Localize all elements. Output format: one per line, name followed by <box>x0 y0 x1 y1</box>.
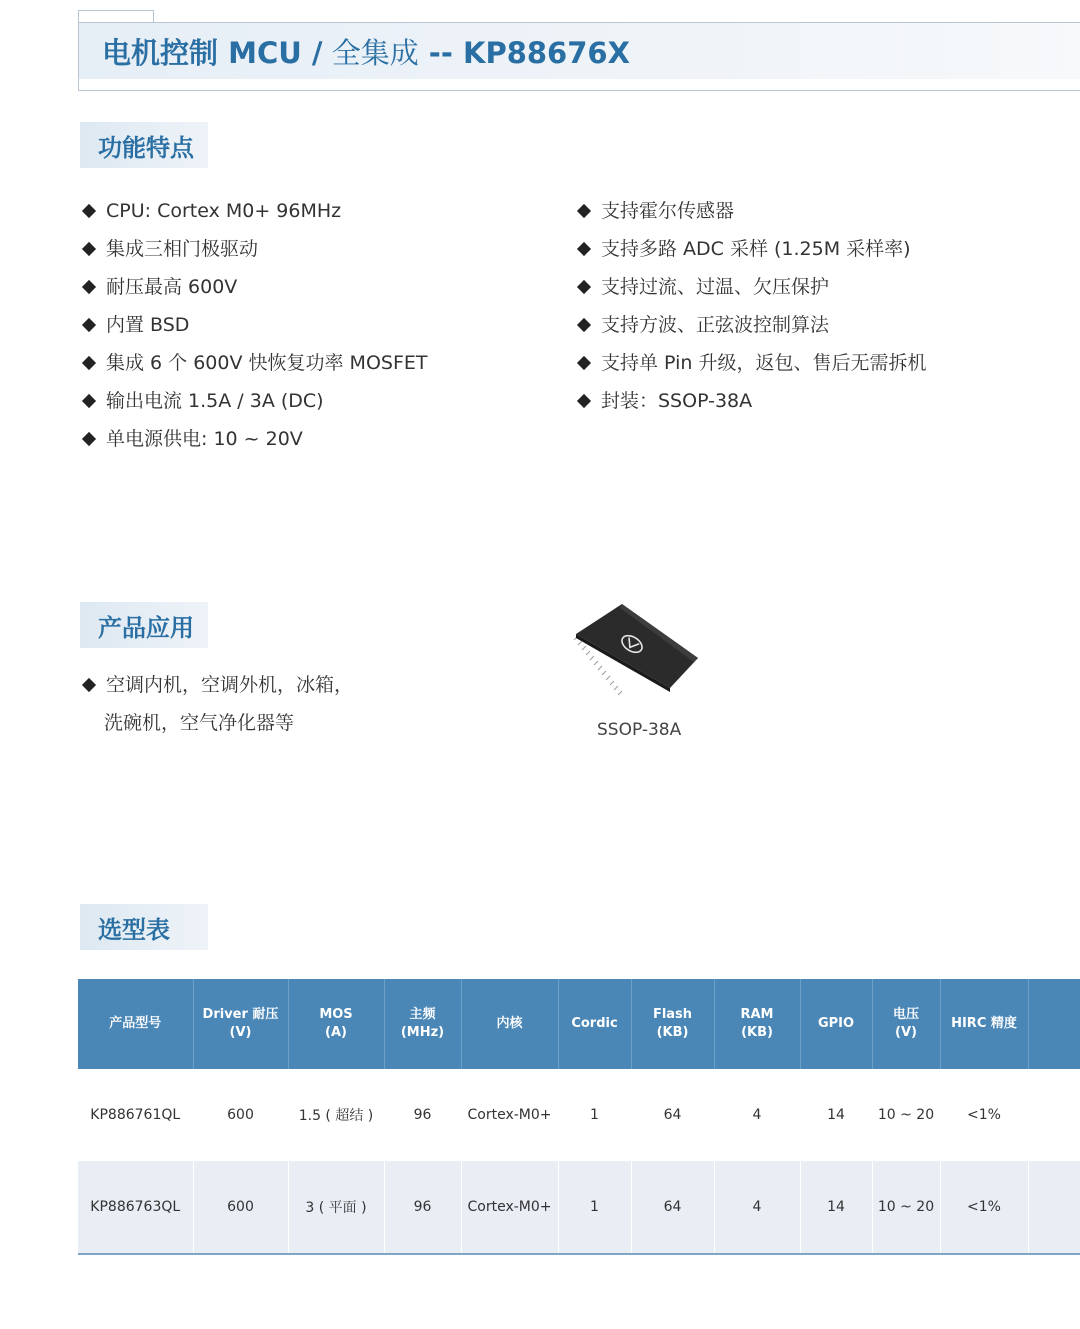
table-cell: 4 <box>714 1069 800 1161</box>
column-header: GPIO <box>800 979 872 1069</box>
table-cell: 64 <box>631 1161 714 1254</box>
table-cell: <1% <box>940 1161 1028 1254</box>
feature-item <box>80 344 428 382</box>
table-cell: 1 <box>558 1069 631 1161</box>
table-cell: <1% <box>940 1069 1028 1161</box>
feature-text: 内置 BSD <box>106 314 190 336</box>
diamond-bullet-icon <box>577 242 591 256</box>
table-row <box>78 1069 1080 1161</box>
feature-item <box>80 230 428 268</box>
page-title-bar <box>78 22 1080 79</box>
diamond-bullet-icon <box>577 280 591 294</box>
feature-item <box>575 382 926 420</box>
table-cell: 3 ( 平面 ) <box>288 1161 384 1254</box>
table-cell: 10 ~ 20 <box>872 1161 940 1254</box>
feature-text: 支持过流、过温、欠压保护 <box>601 276 830 298</box>
feature-item <box>575 344 926 382</box>
diamond-bullet-icon <box>82 318 96 332</box>
feature-text: 封装：SSOP-38A <box>601 390 753 412</box>
feature-text: CPU: Cortex M0+ 96MHz <box>106 200 342 222</box>
feature-item <box>80 306 428 344</box>
feature-item <box>80 382 428 420</box>
diamond-bullet-icon <box>577 394 591 408</box>
feature-text: 支持多路 ADC 采样 (1.25M 采样率) <box>601 238 911 260</box>
feature-item <box>80 268 428 306</box>
column-header: 电压 (V) <box>872 979 940 1069</box>
feature-item <box>575 268 926 306</box>
table-cell: 4 <box>714 1161 800 1254</box>
feature-item <box>575 230 926 268</box>
table-cell: 1 <box>558 1161 631 1254</box>
title-underline <box>78 90 1080 91</box>
chip-package-image <box>570 596 710 706</box>
column-header <box>1028 979 1080 1069</box>
feature-text: 耐压最高 600V <box>106 276 238 298</box>
diamond-bullet-icon <box>82 432 96 446</box>
ssop-chip-icon <box>570 596 710 706</box>
table-cell <box>1028 1069 1080 1161</box>
column-header: 内核 <box>461 979 558 1069</box>
page-title <box>102 31 630 72</box>
table-cell: 64 <box>631 1069 714 1161</box>
table-cell: 96 <box>384 1161 461 1254</box>
features-list-left <box>80 192 428 458</box>
diamond-bullet-icon <box>82 280 96 294</box>
features-heading: 功能特点 <box>80 122 208 168</box>
column-header: MOS (A) <box>288 979 384 1069</box>
column-header: Driver 耐压 (V) <box>193 979 288 1069</box>
feature-item <box>80 420 428 458</box>
feature-text: 输出电流 1.5A / 3A (DC) <box>106 390 324 412</box>
column-header: 主频 (MHz) <box>384 979 461 1069</box>
diamond-bullet-icon <box>82 394 96 408</box>
table-cell: 600 <box>193 1161 288 1254</box>
table-cell: 14 <box>800 1069 872 1161</box>
title-model-part: -- KP88676X <box>418 35 630 70</box>
table-cell: 96 <box>384 1069 461 1161</box>
feature-text: 单电源供电: 10 ~ 20V <box>106 428 303 450</box>
feature-text: 支持方波、正弦波控制算法 <box>601 314 830 336</box>
column-header: Cordic <box>558 979 631 1069</box>
title-light-part: 全集成 <box>322 35 419 70</box>
feature-item <box>80 192 428 230</box>
title-frame-line <box>78 22 79 91</box>
table-cell: KP886763QL <box>78 1161 193 1254</box>
title-bold-part: 电机控制 MCU / <box>102 35 323 70</box>
application-line <box>80 704 353 742</box>
feature-text: 支持单 Pin 升级，返包、售后无需拆机 <box>601 352 927 374</box>
selection-table <box>78 979 1080 1255</box>
table-header-row <box>78 979 1080 1069</box>
table-cell <box>1028 1161 1080 1254</box>
diamond-bullet-icon <box>577 204 591 218</box>
application-text: 洗碗机，空气净化器等 <box>104 712 295 734</box>
selection-heading: 选型表 <box>80 904 208 950</box>
table-cell: KP886761QL <box>78 1069 193 1161</box>
table-cell: 14 <box>800 1161 872 1254</box>
feature-text: 集成三相门极驱动 <box>106 238 259 260</box>
table-cell: Cortex-M0+ <box>461 1069 558 1161</box>
diamond-bullet-icon <box>577 356 591 370</box>
diamond-bullet-icon <box>82 204 96 218</box>
application-text: 空调内机，空调外机，冰箱， <box>106 674 354 696</box>
feature-text: 支持霍尔传感器 <box>601 200 735 222</box>
feature-text: 集成 6 个 600V 快恢复功率 MOSFET <box>106 352 428 374</box>
feature-item <box>575 192 926 230</box>
diamond-bullet-icon <box>577 318 591 332</box>
diamond-bullet-icon <box>82 242 96 256</box>
table-cell: 1.5 ( 超结 ) <box>288 1069 384 1161</box>
applications-heading: 产品应用 <box>80 602 208 648</box>
feature-item <box>575 306 926 344</box>
column-header: Flash (KB) <box>631 979 714 1069</box>
table-cell: 10 ~ 20 <box>872 1069 940 1161</box>
diamond-bullet-icon <box>82 678 96 692</box>
features-list-right <box>575 192 926 420</box>
column-header: 产品型号 <box>78 979 193 1069</box>
table-cell: 600 <box>193 1069 288 1161</box>
table-row <box>78 1161 1080 1254</box>
column-header: RAM (KB) <box>714 979 800 1069</box>
application-line <box>80 666 353 704</box>
package-caption: SSOP-38A <box>597 720 682 740</box>
column-header: HIRC 精度 <box>940 979 1028 1069</box>
diamond-bullet-icon <box>82 356 96 370</box>
table-cell: Cortex-M0+ <box>461 1161 558 1254</box>
applications-text <box>80 666 353 742</box>
